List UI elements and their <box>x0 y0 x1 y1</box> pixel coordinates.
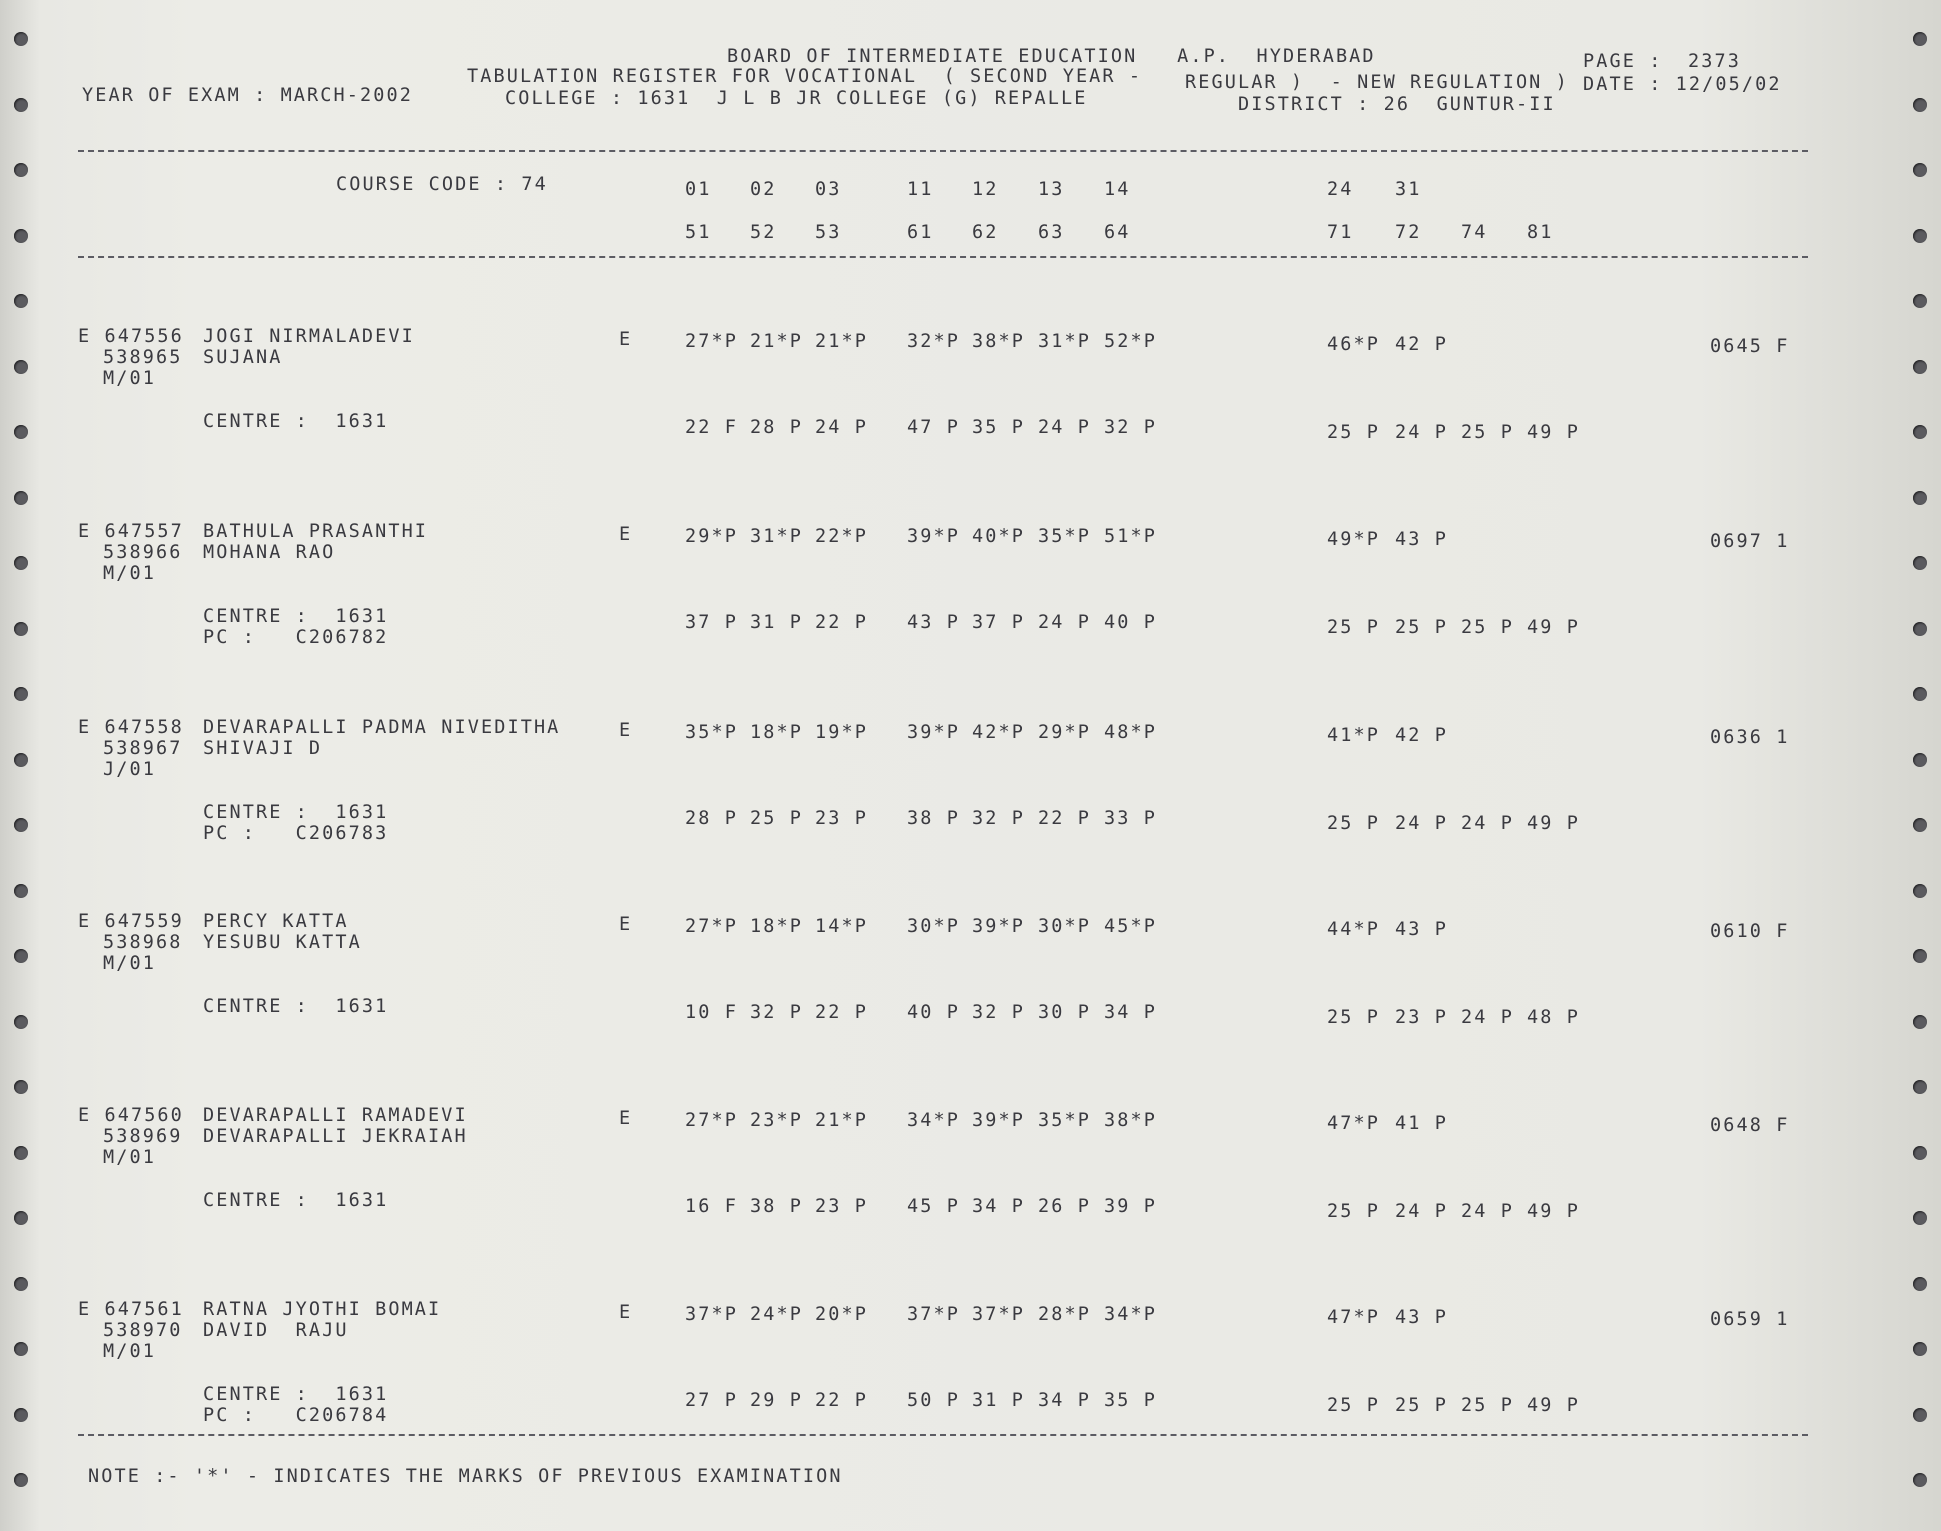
mark-first-year: 43 P <box>1395 1307 1448 1328</box>
student-name: RATNA JYOTHI BOMAI <box>203 1299 442 1320</box>
subject-code: 81 <box>1527 222 1554 243</box>
codes-rule <box>78 256 1808 258</box>
subject-code: 01 <box>685 179 712 200</box>
pc-number: PC : C206784 <box>203 1405 389 1426</box>
mark-second-year: 45 P <box>907 1196 960 1217</box>
total-result: 0636 1 <box>1710 727 1790 748</box>
subject-code: 64 <box>1104 222 1131 243</box>
feed-hole <box>14 1408 28 1422</box>
mark-first-year: 37*P <box>685 1304 738 1325</box>
mark-second-year: 49 P <box>1527 617 1580 638</box>
mark-first-year: 18*P <box>750 722 803 743</box>
mark-first-year: 23*P <box>750 1110 803 1131</box>
mark-first-year: 21*P <box>815 331 868 352</box>
mark-second-year: 22 F <box>685 417 738 438</box>
mark-second-year: 25 P <box>1327 422 1380 443</box>
subject-code: 62 <box>972 222 999 243</box>
feed-hole <box>14 622 28 636</box>
mark-second-year: 31 P <box>972 1390 1025 1411</box>
feed-hole <box>1913 1473 1927 1487</box>
mark-second-year: 25 P <box>1461 422 1514 443</box>
mark-second-year: 49 P <box>1527 1201 1580 1222</box>
mark-second-year: 35 P <box>1104 1390 1157 1411</box>
mark-second-year: 31 P <box>750 612 803 633</box>
feed-hole <box>14 687 28 701</box>
subject-code: 12 <box>972 179 999 200</box>
mark-second-year: 25 P <box>750 808 803 829</box>
mark-second-year: 37 P <box>685 612 738 633</box>
pc-number: PC : C206783 <box>203 823 389 844</box>
feed-hole <box>1913 687 1927 701</box>
mark-second-year: 25 P <box>1327 813 1380 834</box>
mark-second-year: 24 P <box>815 417 868 438</box>
mark-second-year: 25 P <box>1395 617 1448 638</box>
feed-hole <box>14 1342 28 1356</box>
mark-second-year: 25 P <box>1327 1201 1380 1222</box>
feed-hole <box>1913 294 1927 308</box>
mark-second-year: 25 P <box>1395 1395 1448 1416</box>
mark-second-year: 32 P <box>750 1002 803 1023</box>
mark-first-year: 39*P <box>907 526 960 547</box>
mark-first-year: 42*P <box>972 722 1025 743</box>
father-name: DEVARAPALLI JEKRAIAH <box>203 1126 468 1147</box>
student-name: PERCY KATTA <box>203 911 349 932</box>
feed-hole <box>1913 818 1927 832</box>
mark-second-year: 35 P <box>972 417 1025 438</box>
pc-number: PC : C206782 <box>203 627 389 648</box>
right-feed-holes <box>1905 0 1935 1531</box>
mark-first-year: 44*P <box>1327 919 1380 940</box>
medium-code: E <box>619 1108 633 1129</box>
mark-second-year: 25 P <box>1461 1395 1514 1416</box>
roll-number: 538967 <box>103 738 183 759</box>
mark-first-year: 40*P <box>972 526 1025 547</box>
mark-second-year: 24 P <box>1461 1007 1514 1028</box>
mark-second-year: 25 P <box>1461 617 1514 638</box>
exam-number: E 647558 <box>78 717 184 738</box>
mark-first-year: 49*P <box>1327 529 1380 550</box>
mark-second-year: 34 P <box>1038 1390 1091 1411</box>
subject-code: 11 <box>907 179 934 200</box>
footer-rule <box>78 1434 1808 1436</box>
feed-hole <box>14 818 28 832</box>
student-name: DEVARAPALLI RAMADEVI <box>203 1105 468 1126</box>
mark-first-year: 21*P <box>750 331 803 352</box>
category-code: M/01 <box>103 563 156 584</box>
subject-code: 74 <box>1461 222 1488 243</box>
roll-number: 538965 <box>103 347 183 368</box>
mark-first-year: 35*P <box>1038 526 1091 547</box>
medium-code: E <box>619 524 633 545</box>
mark-first-year: 32*P <box>907 331 960 352</box>
mark-first-year: 39*P <box>907 722 960 743</box>
feed-hole <box>1913 1015 1927 1029</box>
feed-hole <box>14 1473 28 1487</box>
mark-first-year: 30*P <box>1038 916 1091 937</box>
father-name: MOHANA RAO <box>203 542 336 563</box>
feed-hole <box>14 98 28 112</box>
total-result: 0610 F <box>1710 921 1790 942</box>
subject-code: 03 <box>815 179 842 200</box>
mark-second-year: 23 P <box>815 1196 868 1217</box>
mark-first-year: 31*P <box>1038 331 1091 352</box>
feed-hole <box>1913 949 1927 963</box>
mark-second-year: 22 P <box>815 612 868 633</box>
mark-second-year: 24 P <box>1395 813 1448 834</box>
mark-first-year: 41*P <box>1327 725 1380 746</box>
feed-hole <box>1913 32 1927 46</box>
mark-second-year: 30 P <box>1038 1002 1091 1023</box>
subject-code: 24 <box>1327 179 1354 200</box>
mark-second-year: 24 P <box>1461 1201 1514 1222</box>
register-title: TABULATION REGISTER FOR VOCATIONAL ( SECOND YEAR - <box>467 66 1143 87</box>
total-result: 0659 1 <box>1710 1309 1790 1330</box>
mark-second-year: 47 P <box>907 417 960 438</box>
mark-first-year: 41 P <box>1395 1113 1448 1134</box>
feed-hole <box>14 491 28 505</box>
mark-first-year: 30*P <box>907 916 960 937</box>
total-result: 0645 F <box>1710 336 1790 357</box>
mark-first-year: 47*P <box>1327 1307 1380 1328</box>
mark-first-year: 38*P <box>972 331 1025 352</box>
feed-hole <box>1913 1146 1927 1160</box>
total-result: 0648 F <box>1710 1115 1790 1136</box>
subject-code: 31 <box>1395 179 1422 200</box>
subject-code: 63 <box>1038 222 1065 243</box>
exam-number: E 647559 <box>78 911 184 932</box>
medium-code: E <box>619 720 633 741</box>
feed-hole <box>14 229 28 243</box>
feed-hole <box>1913 884 1927 898</box>
mark-first-year: 29*P <box>1038 722 1091 743</box>
mark-second-year: 50 P <box>907 1390 960 1411</box>
regulation-text: REGULAR ) - NEW REGULATION ) <box>1185 72 1569 93</box>
mark-first-year: 47*P <box>1327 1113 1380 1134</box>
mark-first-year: 38*P <box>1104 1110 1157 1131</box>
subject-code: 14 <box>1104 179 1131 200</box>
mark-second-year: 16 F <box>685 1196 738 1217</box>
subject-code: 72 <box>1395 222 1422 243</box>
mark-first-year: 27*P <box>685 916 738 937</box>
medium-code: E <box>619 914 633 935</box>
feed-hole <box>14 556 28 570</box>
mark-first-year: 28*P <box>1038 1304 1091 1325</box>
mark-second-year: 23 P <box>1395 1007 1448 1028</box>
feed-hole <box>1913 98 1927 112</box>
student-name: JOGI NIRMALADEVI <box>203 326 415 347</box>
subject-code: 53 <box>815 222 842 243</box>
mark-second-year: 22 P <box>1038 808 1091 829</box>
mark-second-year: 25 P <box>1327 617 1380 638</box>
mark-first-year: 42 P <box>1395 334 1448 355</box>
centre-code: CENTRE : 1631 <box>203 411 389 432</box>
feed-hole <box>14 294 28 308</box>
centre-code: CENTRE : 1631 <box>203 996 389 1017</box>
mark-second-year: 10 F <box>685 1002 738 1023</box>
feed-hole <box>14 1080 28 1094</box>
category-code: M/01 <box>103 368 156 389</box>
feed-hole <box>1913 753 1927 767</box>
mark-second-year: 32 P <box>972 1002 1025 1023</box>
mark-first-year: 43 P <box>1395 919 1448 940</box>
feed-hole <box>14 1015 28 1029</box>
mark-second-year: 48 P <box>1527 1007 1580 1028</box>
mark-first-year: 39*P <box>972 916 1025 937</box>
mark-first-year: 31*P <box>750 526 803 547</box>
father-name: SUJANA <box>203 347 283 368</box>
subject-code: 13 <box>1038 179 1065 200</box>
mark-second-year: 40 P <box>907 1002 960 1023</box>
feed-hole <box>14 884 28 898</box>
left-feed-holes <box>6 0 36 1531</box>
subject-code: 02 <box>750 179 777 200</box>
father-name: DAVID RAJU <box>203 1320 349 1341</box>
mark-second-year: 49 P <box>1527 1395 1580 1416</box>
mark-first-year: 51*P <box>1104 526 1157 547</box>
category-code: M/01 <box>103 953 156 974</box>
mark-second-year: 38 P <box>907 808 960 829</box>
exam-number: E 647560 <box>78 1105 184 1126</box>
category-code: M/01 <box>103 1147 156 1168</box>
subject-code: 51 <box>685 222 712 243</box>
course-code: COURSE CODE : 74 <box>336 174 548 195</box>
district-info: DISTRICT : 26 GUNTUR-II <box>1238 94 1556 115</box>
header-rule <box>78 150 1808 152</box>
mark-first-year: 43 P <box>1395 529 1448 550</box>
feed-hole <box>1913 163 1927 177</box>
mark-first-year: 42 P <box>1395 725 1448 746</box>
mark-second-year: 43 P <box>907 612 960 633</box>
feed-hole <box>1913 425 1927 439</box>
feed-hole <box>14 163 28 177</box>
exam-number: E 647557 <box>78 521 184 542</box>
roll-number: 538969 <box>103 1126 183 1147</box>
mark-second-year: 24 P <box>1038 612 1091 633</box>
mark-first-year: 39*P <box>972 1110 1025 1131</box>
category-code: M/01 <box>103 1341 156 1362</box>
mark-second-year: 25 P <box>1327 1007 1380 1028</box>
medium-code: E <box>619 329 633 350</box>
feed-hole <box>1913 229 1927 243</box>
feed-hole <box>1913 360 1927 374</box>
mark-second-year: 34 P <box>972 1196 1025 1217</box>
feed-hole <box>1913 1342 1927 1356</box>
mark-second-year: 49 P <box>1527 422 1580 443</box>
feed-hole <box>14 32 28 46</box>
feed-hole <box>1913 556 1927 570</box>
mark-second-year: 29 P <box>750 1390 803 1411</box>
mark-first-year: 34*P <box>1104 1304 1157 1325</box>
mark-first-year: 35*P <box>685 722 738 743</box>
print-date: DATE : 12/05/02 <box>1583 74 1782 95</box>
mark-first-year: 34*P <box>907 1110 960 1131</box>
mark-first-year: 52*P <box>1104 331 1157 352</box>
mark-first-year: 48*P <box>1104 722 1157 743</box>
centre-code: CENTRE : 1631 <box>203 802 389 823</box>
mark-second-year: 22 P <box>815 1390 868 1411</box>
mark-second-year: 32 P <box>1104 417 1157 438</box>
category-code: J/01 <box>103 759 156 780</box>
centre-code: CENTRE : 1631 <box>203 1384 389 1405</box>
year-of-exam: YEAR OF EXAM : MARCH-2002 <box>82 85 413 106</box>
subject-code: 61 <box>907 222 934 243</box>
feed-hole <box>14 1211 28 1225</box>
board-title: BOARD OF INTERMEDIATE EDUCATION A.P. HYDERABAD <box>727 46 1376 67</box>
feed-hole <box>1913 1408 1927 1422</box>
page-label: PAGE : <box>1583 51 1663 72</box>
mark-second-year: 23 P <box>815 808 868 829</box>
mark-second-year: 22 P <box>815 1002 868 1023</box>
mark-first-year: 37*P <box>907 1304 960 1325</box>
roll-number: 538966 <box>103 542 183 563</box>
feed-hole <box>1913 1211 1927 1225</box>
mark-second-year: 24 P <box>1038 417 1091 438</box>
subject-code: 52 <box>750 222 777 243</box>
mark-second-year: 28 P <box>750 417 803 438</box>
mark-first-year: 18*P <box>750 916 803 937</box>
mark-second-year: 49 P <box>1527 813 1580 834</box>
page-number: 2373 <box>1688 51 1741 72</box>
feed-hole <box>14 425 28 439</box>
roll-number: 538968 <box>103 932 183 953</box>
centre-code: CENTRE : 1631 <box>203 606 389 627</box>
feed-hole <box>14 1277 28 1291</box>
mark-first-year: 27*P <box>685 331 738 352</box>
feed-hole <box>14 949 28 963</box>
mark-second-year: 37 P <box>972 612 1025 633</box>
feed-hole <box>14 753 28 767</box>
roll-number: 538970 <box>103 1320 183 1341</box>
mark-second-year: 24 P <box>1395 422 1448 443</box>
college-info: COLLEGE : 1631 J L B JR COLLEGE (G) REPALLE <box>505 88 1088 109</box>
mark-second-year: 24 P <box>1395 1201 1448 1222</box>
centre-code: CENTRE : 1631 <box>203 1190 389 1211</box>
mark-second-year: 32 P <box>972 808 1025 829</box>
mark-second-year: 24 P <box>1461 813 1514 834</box>
exam-number: E 647556 <box>78 326 184 347</box>
mark-first-year: 19*P <box>815 722 868 743</box>
mark-first-year: 20*P <box>815 1304 868 1325</box>
subject-code: 71 <box>1327 222 1354 243</box>
student-name: DEVARAPALLI PADMA NIVEDITHA <box>203 717 561 738</box>
feed-hole <box>1913 1080 1927 1094</box>
mark-first-year: 29*P <box>685 526 738 547</box>
mark-first-year: 14*P <box>815 916 868 937</box>
mark-first-year: 21*P <box>815 1110 868 1131</box>
mark-second-year: 25 P <box>1327 1395 1380 1416</box>
mark-first-year: 37*P <box>972 1304 1025 1325</box>
mark-second-year: 34 P <box>1104 1002 1157 1023</box>
mark-second-year: 27 P <box>685 1390 738 1411</box>
mark-first-year: 24*P <box>750 1304 803 1325</box>
mark-first-year: 45*P <box>1104 916 1157 937</box>
footnote: NOTE :- '*' - INDICATES THE MARKS OF PREVIOUS EXAMINATION <box>88 1466 843 1487</box>
mark-first-year: 22*P <box>815 526 868 547</box>
father-name: YESUBU KATTA <box>203 932 362 953</box>
mark-second-year: 38 P <box>750 1196 803 1217</box>
father-name: SHIVAJI D <box>203 738 323 759</box>
student-name: BATHULA PRASANTHI <box>203 521 429 542</box>
feed-hole <box>14 360 28 374</box>
mark-second-year: 33 P <box>1104 808 1157 829</box>
medium-code: E <box>619 1302 633 1323</box>
mark-second-year: 28 P <box>685 808 738 829</box>
exam-number: E 647561 <box>78 1299 184 1320</box>
mark-second-year: 40 P <box>1104 612 1157 633</box>
mark-second-year: 39 P <box>1104 1196 1157 1217</box>
mark-first-year: 46*P <box>1327 334 1380 355</box>
feed-hole <box>1913 1277 1927 1291</box>
mark-first-year: 27*P <box>685 1110 738 1131</box>
mark-second-year: 26 P <box>1038 1196 1091 1217</box>
feed-hole <box>1913 622 1927 636</box>
feed-hole <box>1913 491 1927 505</box>
feed-hole <box>14 1146 28 1160</box>
total-result: 0697 1 <box>1710 531 1790 552</box>
mark-first-year: 35*P <box>1038 1110 1091 1131</box>
